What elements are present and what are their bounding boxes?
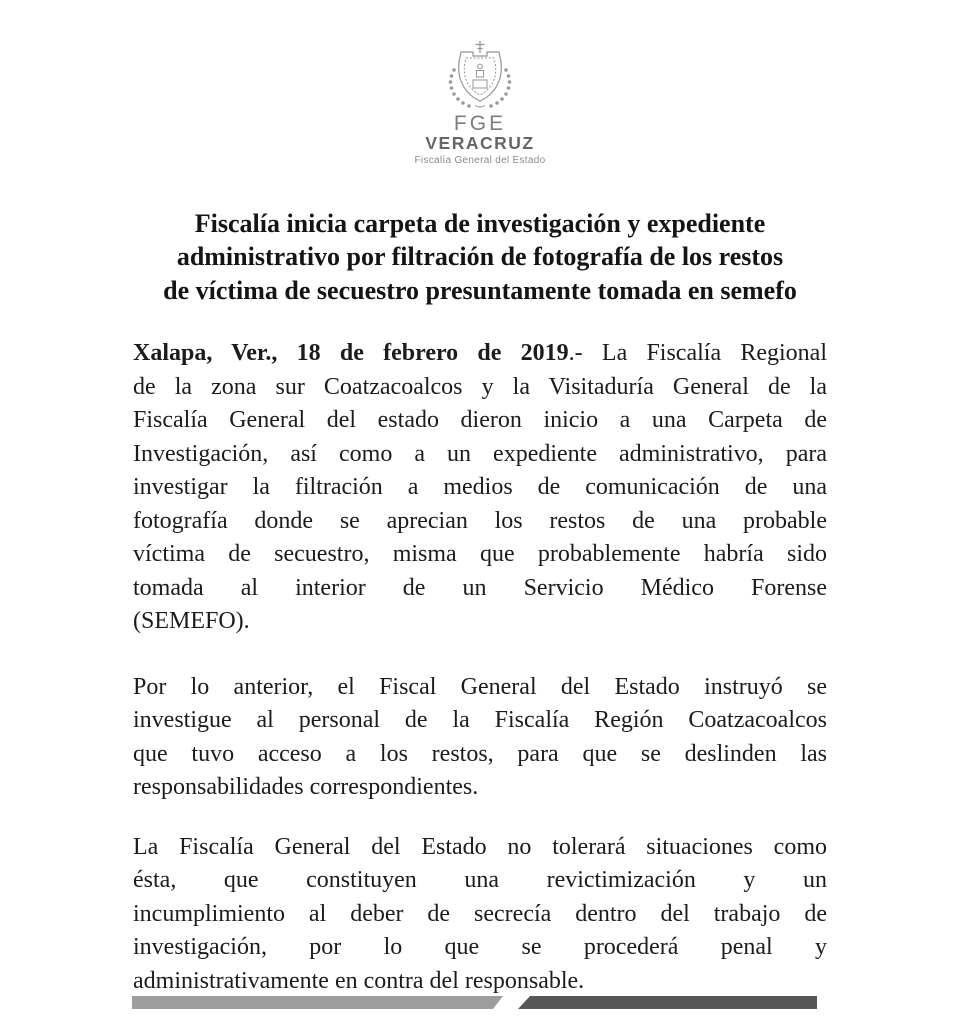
paragraph-instruction bbox=[133, 671, 827, 805]
logo-state-name: VERACRUZ bbox=[425, 133, 535, 153]
document-title bbox=[90, 207, 870, 308]
body-line: investigar la filtración a medios de comunicación de una bbox=[133, 474, 827, 500]
body-line: tomada al interior de un Servicio Médico Forense bbox=[133, 574, 827, 601]
dateline-bold-lead: Xalapa, Ver., 18 de febrero de 2019 bbox=[133, 340, 569, 366]
body-line: incumplimiento al deber de secrecía dentro del trabajo de bbox=[133, 900, 827, 927]
body-line: La Fiscalía General del Estado no tolerará situaciones como bbox=[133, 833, 827, 860]
title-line: Fiscalía inicia carpeta de investigación y expediente bbox=[194, 208, 766, 238]
paragraph-dateline bbox=[133, 337, 827, 639]
dateline-rest: .- La Fiscalía Regional bbox=[568, 340, 827, 366]
footer-bar bbox=[132, 996, 817, 1009]
title-line: administrativo por filtración de fotografía de los restos bbox=[176, 242, 784, 271]
body-line bbox=[133, 337, 827, 371]
body-line: administrativamente en contra del responsable. bbox=[133, 967, 585, 994]
body-line: Investigación, así como a un expediente administrativo, para bbox=[133, 440, 827, 467]
fge-logo-block bbox=[0, 0, 960, 166]
body-line: de la zona sur Coatzacoalcos y la Visitaduría General de la bbox=[133, 373, 827, 400]
logo-tagline: Fiscalía General del Estado bbox=[414, 154, 546, 166]
body-line: (SEMEFO). bbox=[133, 608, 250, 634]
logo-acronym: FGE bbox=[453, 112, 507, 135]
paragraph-statement bbox=[133, 831, 827, 999]
body-line: Por lo anterior, el Fiscal General del Estado instruyó se bbox=[133, 673, 827, 700]
document-body bbox=[133, 337, 827, 998]
body-line: que tuvo acceso a los restos, para que se deslinden las bbox=[133, 740, 827, 767]
footer-bar-light-segment bbox=[132, 996, 503, 1009]
body-line: fotografía donde se aprecian los restos de una probable bbox=[133, 507, 827, 534]
body-line: responsabilidades correspondientes. bbox=[133, 774, 479, 800]
footer-bar-dark-segment bbox=[518, 996, 817, 1009]
title-line: de víctima de secuestro presuntamente tomada en semefo bbox=[163, 275, 797, 305]
body-line: víctima de secuestro, misma que probablemente habría sido bbox=[133, 541, 827, 567]
body-line: Fiscalía General del estado dieron inicio a una Carpeta de bbox=[133, 407, 827, 433]
veracruz-crest-icon bbox=[440, 40, 520, 110]
body-line: investigue al personal de la Fiscalía Región Coatzacoalcos bbox=[133, 707, 827, 733]
body-line: investigación, por lo que se procederá penal y bbox=[133, 934, 827, 960]
body-line: ésta, que constituyen una revictimización y un bbox=[133, 867, 827, 893]
